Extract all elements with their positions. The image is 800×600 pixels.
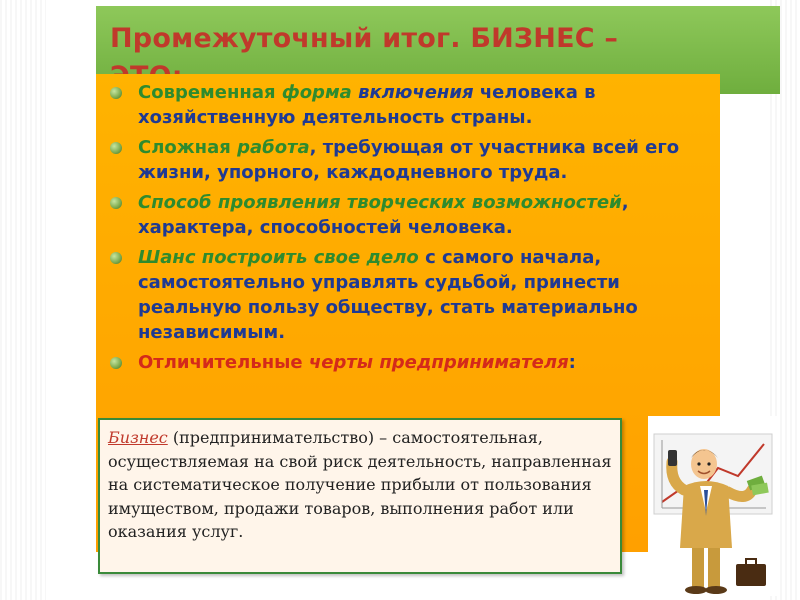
bullet-text-part: черты предпринимателя xyxy=(308,352,569,373)
bullet-text-part: Сложная xyxy=(138,137,238,158)
bullet-text-part: : xyxy=(568,352,576,373)
bullet-text-part: с самого начала, самостоятельно управлять судьбой, принести реальную пользу обществу, стать материально независимым. xyxy=(138,247,638,343)
bullet-item-4 xyxy=(106,245,716,345)
definition-box xyxy=(98,418,622,574)
bullet-item-1 xyxy=(106,80,716,130)
bullet-dot-icon xyxy=(110,87,122,99)
bullet-text-part: Современная xyxy=(138,82,282,103)
bullet-item-5 xyxy=(106,350,716,375)
definition-term[interactable]: Бизнес xyxy=(108,428,168,447)
bullet-list xyxy=(106,80,716,380)
bullet-dot-icon xyxy=(110,142,122,154)
left-decor-stripe xyxy=(0,0,46,600)
bullet-dot-icon xyxy=(110,252,122,264)
bullet-text-part: , требующая от участника всей его жизни, упорного, каждодневного труда. xyxy=(138,137,680,183)
bullet-item-3 xyxy=(106,190,716,240)
definition-text: (предпринимательство) – самостоятельная, осуществляемая на свой риск деятельность, направленная на систематическое получение прибыли от пользования имуществом, продажи товаров, выполнения работ или оказания услуг. xyxy=(108,428,612,541)
bullet-text-part: Отличительные xyxy=(138,352,309,373)
bullet-text-part: человека в хозяйственную деятельность страны. xyxy=(138,82,596,128)
bullet-dot-icon xyxy=(110,357,122,369)
bullet-text-part: Шанс построить свое дело xyxy=(138,247,419,268)
bullet-text-part: Способ проявления творческих возможностей xyxy=(138,192,622,213)
bullet-text-part: форма xyxy=(281,82,359,103)
businessman-icon xyxy=(648,416,778,596)
bullet-text-part: работа xyxy=(237,137,310,158)
bullet-item-2 xyxy=(106,135,716,185)
businessman-illustration xyxy=(648,416,778,596)
title-line-1: Промежуточный итог. БИЗНЕС – xyxy=(110,23,619,54)
bullet-text-part: , характера, способностей человека. xyxy=(138,192,629,238)
bullet-text-part: включения xyxy=(358,82,474,103)
bullet-dot-icon xyxy=(110,197,122,209)
